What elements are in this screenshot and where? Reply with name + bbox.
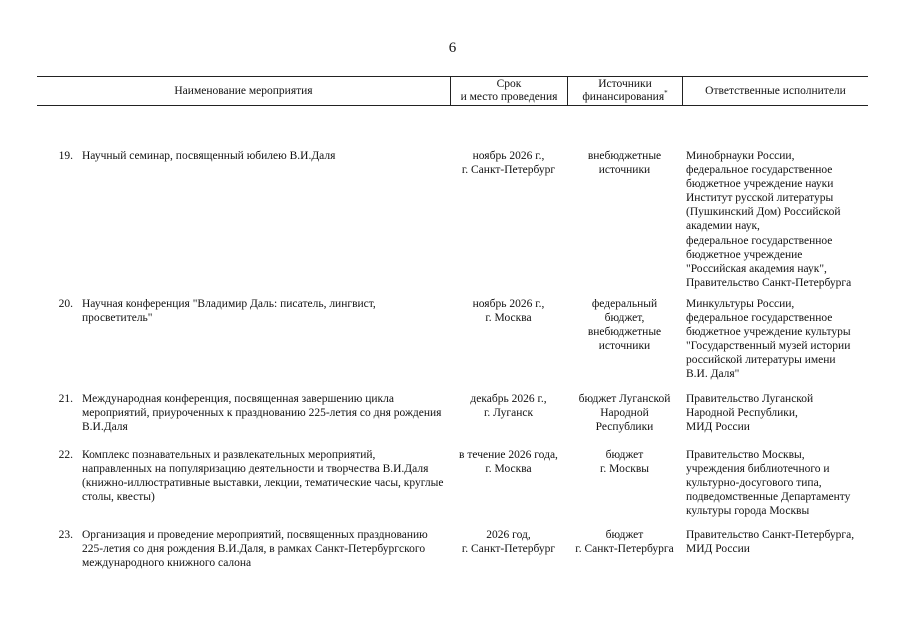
row-finance-source-line: бюджет — [605, 529, 644, 541]
row-event-name-line: Международная конференция, посвященная завершению цикла — [82, 393, 394, 405]
row-number: 19. — [58, 150, 73, 162]
footnote-mark: * — [664, 89, 668, 98]
row-responsible — [682, 528, 868, 570]
row-finance-source-line: федеральный — [591, 298, 658, 310]
row-event-name-line: просветитель" — [82, 312, 153, 325]
row-finance-source-line: г. Санкт-Петербурга — [575, 543, 674, 556]
table-row — [37, 392, 868, 434]
row-term-place-line: г. Луганск — [483, 407, 534, 420]
row-responsible — [682, 149, 868, 290]
row-responsible-line: культуры города Москвы — [686, 505, 810, 518]
table-row — [37, 149, 868, 290]
row-event-name — [73, 448, 450, 518]
table-row — [37, 448, 868, 518]
row-responsible-line: (Пушкинский Дом) Российской — [686, 206, 841, 219]
row-finance-source-line: бюджет Луганской — [578, 393, 671, 405]
row-finance-source — [567, 149, 682, 290]
row-term-place — [450, 392, 567, 434]
row-event-name-line: столы, квесты) — [82, 491, 155, 504]
header-responsible-label: Ответственные исполнители — [705, 84, 846, 97]
row-event-name-line: мероприятий, приуроченных к празднованию 225-летия со дня рождения — [82, 407, 442, 420]
header-responsible — [682, 77, 868, 105]
row-responsible-line: МИД России — [686, 421, 750, 434]
row-finance-source — [567, 448, 682, 518]
row-term-place-line: г. Санкт-Петербург — [461, 543, 556, 556]
row-event-name — [73, 392, 450, 434]
row-responsible — [682, 392, 868, 434]
row-number: 23. — [58, 529, 73, 541]
row-finance-source-line: источники — [598, 340, 651, 353]
row-responsible-line: федеральное государственное — [686, 234, 833, 247]
row-responsible-line: Правительство Луганской — [686, 393, 814, 405]
table-row — [37, 528, 868, 570]
row-number: 21. — [58, 393, 73, 405]
row-event-name-line: Организация и проведение мероприятий, посвященных празднованию — [82, 529, 428, 541]
row-responsible-line: Минобрнауки России, — [686, 150, 795, 162]
row-responsible-line: Институт русской литературы — [686, 192, 834, 205]
row-term-place-line: декабрь 2026 г., — [470, 393, 547, 405]
row-responsible-line: культурно-досугового типа, — [686, 477, 822, 490]
row-term-place — [450, 528, 567, 570]
row-event-name-line: Научная конференция "Владимир Даль: писатель, лингвист, — [82, 298, 376, 310]
row-responsible-line: российской литературы имени — [686, 354, 836, 367]
row-responsible-line: Правительство Санкт-Петербурга, — [686, 529, 855, 541]
row-event-name-line: (книжно-иллюстративные выставки, лекции, тематические часы, круглые — [82, 477, 444, 490]
row-responsible — [682, 448, 868, 518]
header-name-label: Наименование мероприятия — [174, 84, 313, 97]
row-responsible-line: бюджетное учреждение — [686, 248, 803, 261]
row-finance-source-line: внебюджетные — [587, 326, 662, 339]
row-event-name-line: направленных на популяризацию деятельности и творчества В.И.Даля — [82, 463, 429, 476]
row-responsible-line: федеральное государственное — [686, 164, 833, 177]
row-event-name — [73, 528, 450, 570]
row-responsible-line: МИД России — [686, 543, 750, 556]
row-number: 20. — [58, 298, 73, 310]
row-term-place-line: г. Москва — [485, 463, 532, 476]
row-event-name-line: международного книжного салона — [82, 557, 252, 570]
row-term-place-line: г. Москва — [485, 312, 532, 325]
row-term-place — [450, 297, 567, 382]
header-term-line2: и место проведения — [460, 91, 558, 103]
table-header — [37, 76, 868, 106]
row-event-name-line: Комплекс познавательных и развлекательных мероприятий, — [82, 449, 376, 461]
row-responsible-line: федеральное государственное — [686, 312, 833, 325]
row-term-place-line: ноябрь 2026 г., — [472, 298, 545, 310]
row-finance-source-line: внебюджетные — [587, 150, 662, 162]
row-responsible-line: Правительство Санкт-Петербурга — [686, 276, 852, 289]
row-responsible — [682, 297, 868, 382]
row-responsible-line: "Российская академия наук", — [686, 262, 827, 275]
row-responsible-line: учреждения библиотечного и — [686, 463, 830, 476]
row-term-place — [450, 149, 567, 290]
header-term-line1: Срок — [496, 78, 522, 90]
row-term-place — [450, 448, 567, 518]
row-finance-source-line: источники — [598, 164, 651, 177]
row-responsible-line: Минкультуры России, — [686, 298, 795, 310]
row-responsible-line: Правительство Москвы, — [686, 449, 805, 461]
header-finance-line2 — [582, 91, 667, 104]
header-finance-text: финансирования — [582, 91, 665, 103]
row-event-name-line: В.И.Даля — [82, 421, 128, 434]
row-responsible-line: Народной Республики, — [686, 407, 798, 420]
row-event-name — [73, 149, 450, 290]
row-term-place-line: 2026 год, — [486, 529, 531, 541]
row-event-name-line: Научный семинар, посвященный юбилею В.И.Даля — [82, 150, 336, 162]
row-responsible-line: бюджетное учреждение науки — [686, 178, 834, 191]
row-finance-source-line: Республики — [595, 421, 654, 434]
row-responsible-line: академии наук, — [686, 220, 760, 233]
row-finance-source-line: Народной — [600, 407, 649, 420]
row-responsible-line: В.И. Даля" — [686, 368, 740, 381]
row-finance-source-line: бюджет, — [604, 312, 645, 325]
header-finance-line1: Источники — [598, 78, 652, 90]
row-term-place-line: г. Санкт-Петербург — [461, 164, 556, 177]
row-finance-source — [567, 528, 682, 570]
row-term-place-line: в течение 2026 года, — [459, 449, 558, 461]
row-responsible-line: подведомственные Департаменту — [686, 491, 851, 504]
page-number: 6 — [448, 40, 457, 56]
row-event-name — [73, 297, 450, 382]
events-table — [37, 76, 868, 570]
header-term — [450, 77, 567, 105]
row-term-place-line: ноябрь 2026 г., — [472, 150, 545, 162]
row-finance-source-line: г. Москвы — [600, 463, 649, 476]
row-finance-source — [567, 297, 682, 382]
row-event-name-line: 225-летия со дня рождения В.И.Даля, в рамках Санкт-Петербургского — [82, 543, 426, 556]
row-finance-source-line: бюджет — [605, 449, 644, 461]
header-finance — [567, 77, 682, 105]
header-name — [37, 77, 450, 105]
table-row — [37, 297, 868, 382]
row-finance-source — [567, 392, 682, 434]
row-responsible-line: "Государственный музей истории — [686, 340, 851, 353]
row-responsible-line: бюджетное учреждение культуры — [686, 326, 851, 339]
row-number: 22. — [58, 449, 73, 461]
